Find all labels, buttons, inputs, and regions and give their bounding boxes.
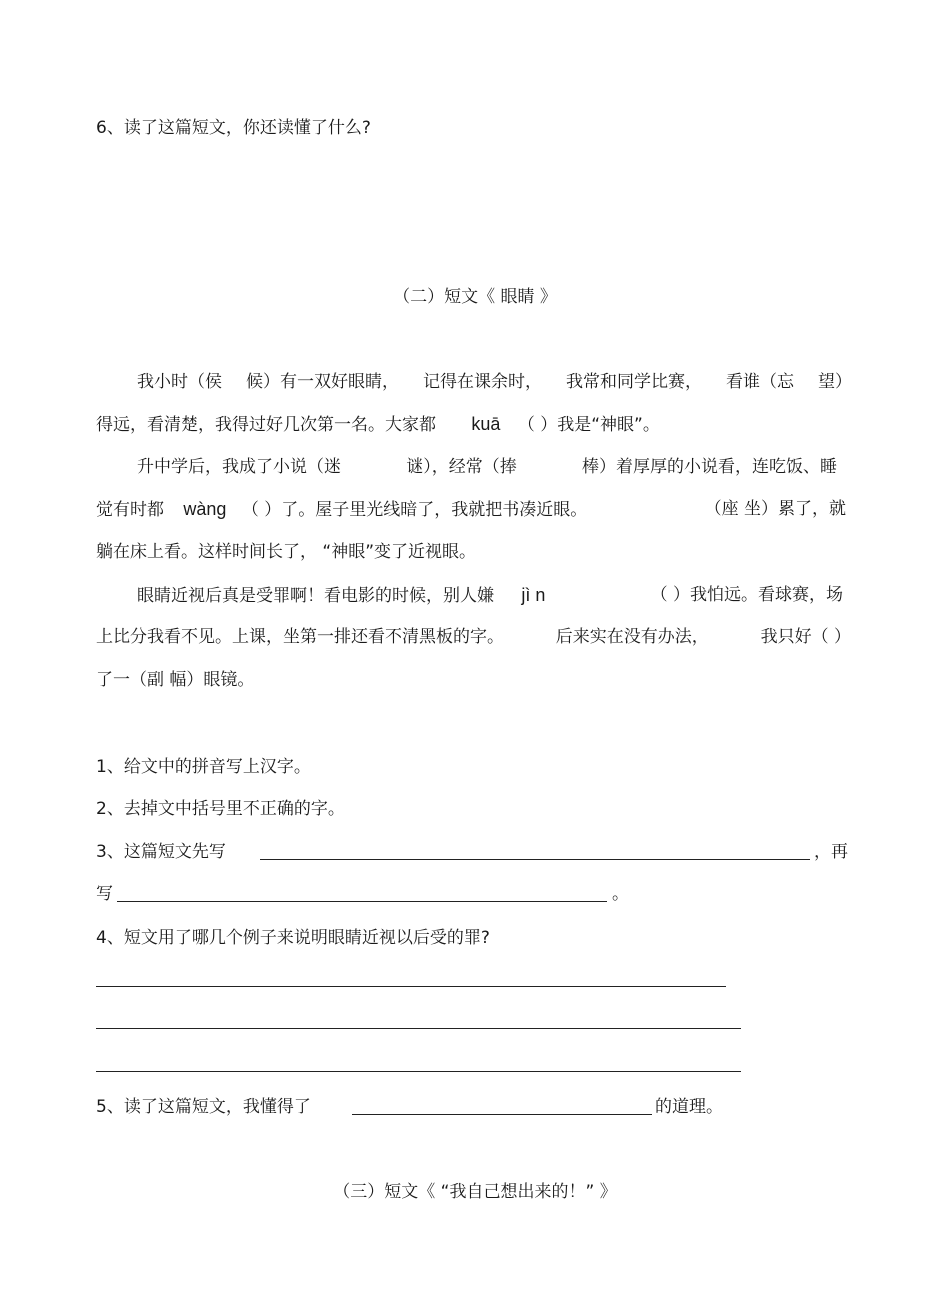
para3-line2 — [96, 625, 851, 649]
para1-seg: 我小时（侯 — [137, 372, 222, 392]
para2-line3: 躺在床上看。这样时间长了， “神眼”变了近视眼。 — [96, 542, 477, 562]
para1-seg: 看谁（忘 — [726, 372, 794, 392]
para1-seg: 记得在课余时， — [423, 372, 542, 392]
para2-line2 — [96, 497, 846, 522]
para3-seg: 后来实在没有办法， — [555, 627, 709, 647]
para1-line2-text-end: （ ）我是“神眼”。 — [517, 415, 660, 435]
para1-seg: 我常和同学比赛， — [566, 372, 702, 392]
question-5-start: 5、读了这篇短文，我懂得了 — [96, 1097, 311, 1117]
answer-line-q4-3[interactable] — [96, 1071, 741, 1072]
para3-seg: 我只好（ ） — [760, 627, 851, 647]
question-6: 6、读了这篇短文，你还读懂了什么? — [96, 118, 371, 138]
pinyin-jin: jì n — [521, 585, 546, 605]
para2-line2-text: 觉有时都 — [96, 500, 164, 520]
para3-line1 — [137, 583, 843, 608]
para3-seg: 上比分我看不见。上课，坐第一排还看不清黑板的字。 — [96, 627, 504, 647]
para2-seg: 棒）着厚厚的小说看，连吃饭、睡 — [582, 457, 837, 477]
question-5-end: 的道理。 — [655, 1097, 723, 1117]
question-3-end: ，再 — [814, 842, 848, 862]
question-3-line2-start: 写 — [96, 884, 113, 904]
question-3-line2-end: 。 — [612, 884, 629, 904]
para3-line1-text: 眼睛近视后真是受罪啊！看电影的时候，别人嫌 — [137, 586, 494, 606]
section-2-title: （二）短文《 眼睛 》 — [393, 287, 557, 307]
para1-line2 — [96, 412, 660, 437]
section-3-title: （三）短文《 “我自己想出来的！” 》 — [333, 1182, 617, 1202]
para2-seg: 谜），经常（捧 — [406, 457, 517, 477]
answer-line-q4-1[interactable] — [96, 986, 726, 987]
answer-line-q3a[interactable] — [260, 859, 810, 860]
question-2: 2、去掉文中括号里不正确的字。 — [96, 799, 345, 819]
question-3-start: 3、这篇短文先写 — [96, 842, 226, 862]
para1-line2-text: 得远，看清楚，我得过好几次第一名。大家都 — [96, 415, 436, 435]
answer-line-q5[interactable] — [352, 1114, 652, 1115]
pinyin-kua: kuā — [471, 414, 501, 434]
para2-seg: 升中学后，我成了小说（迷 — [137, 457, 341, 477]
para2-line2-end: （座 坐）累了，就 — [704, 499, 846, 519]
para2-line1 — [137, 455, 837, 479]
answer-line-q4-2[interactable] — [96, 1028, 741, 1029]
question-4: 4、短文用了哪几个例子来说明眼睛近视以后受的罪? — [96, 928, 490, 948]
pinyin-wang: wàng — [183, 499, 227, 519]
para3-line1-end: （ ）我怕远。看球赛，场 — [650, 585, 843, 605]
answer-line-q3b[interactable] — [117, 901, 607, 902]
para1-seg: 望） — [818, 372, 852, 392]
para3-line3: 了一（副 幅）眼镜。 — [96, 670, 255, 690]
question-1: 1、给文中的拼音写上汉字。 — [96, 757, 311, 777]
para1-seg: 候）有一双好眼睛， — [246, 372, 399, 392]
para1-line1 — [137, 370, 852, 394]
para2-line2-mid: （ ）了。屋子里光线暗了，我就把书凑近眼。 — [241, 500, 588, 520]
